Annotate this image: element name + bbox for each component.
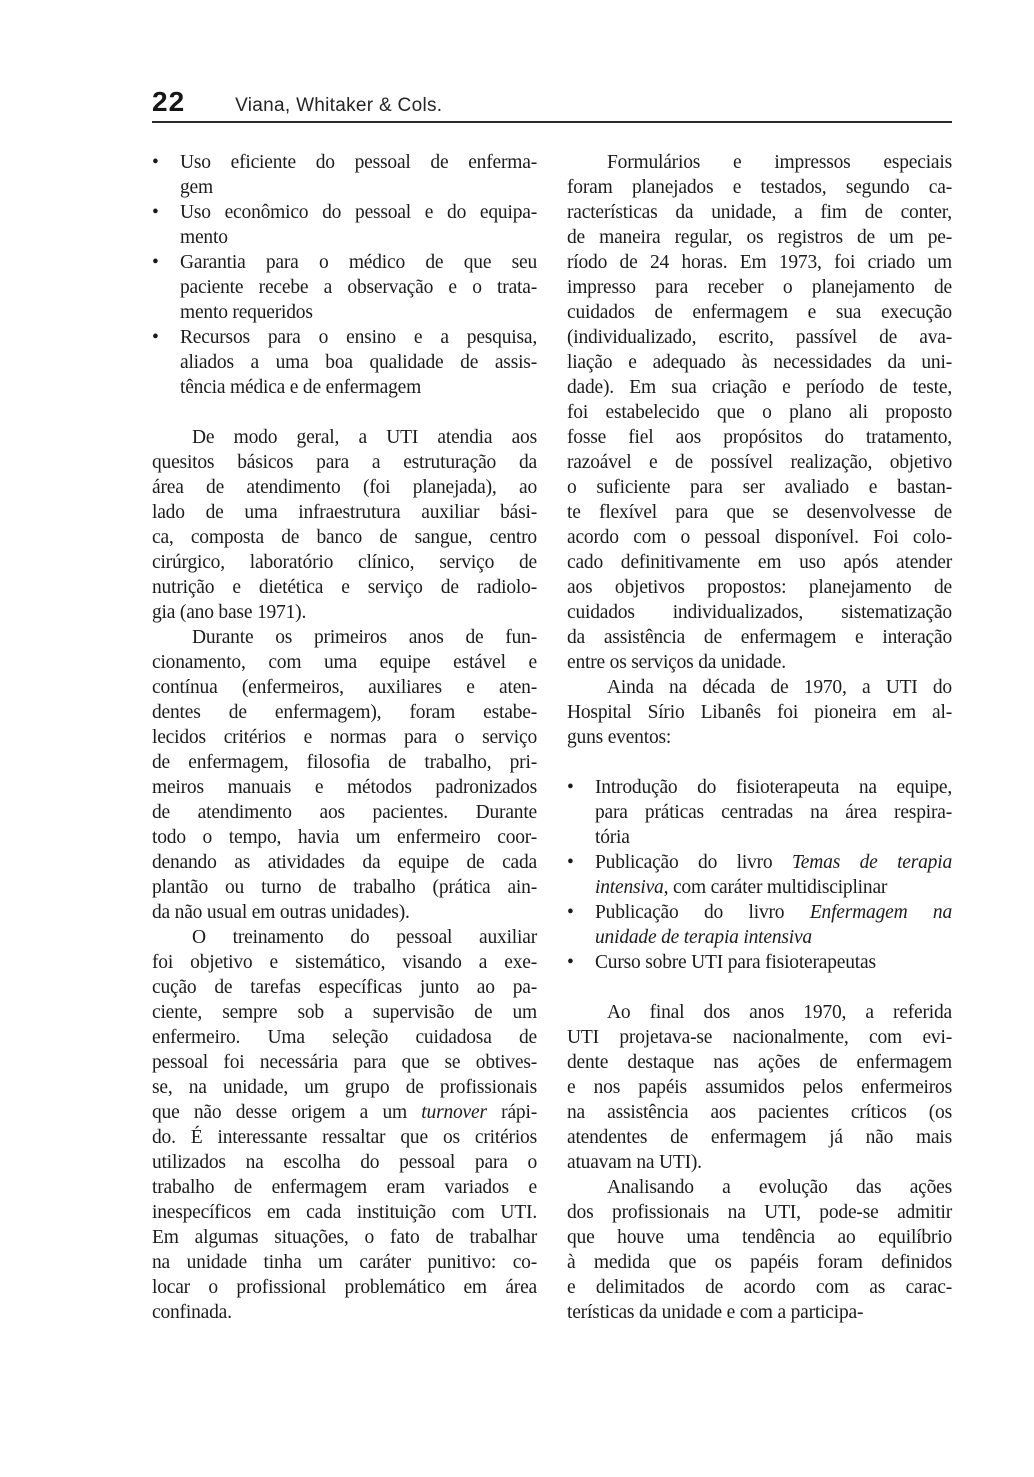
text-line: trabalho de enfermagem eram variados e xyxy=(152,1177,537,1198)
text-line: ríodo de 24 horas. Em 1973, foi criado um xyxy=(567,252,952,273)
text-line: cuidados de enfermagem e sua execução xyxy=(567,302,952,323)
text-line: que não desse origem a um turnover rápi- xyxy=(152,1102,537,1123)
text-line: paciente recebe a observação e o trata- xyxy=(180,277,537,298)
bullet-icon: • xyxy=(152,252,159,273)
text-line: de enfermagem, filosofia de trabalho, pri- xyxy=(152,752,537,773)
text-line: tória xyxy=(595,827,630,848)
text-line: plantão ou turno de trabalho (prática ain- xyxy=(152,877,537,898)
bullet-icon: • xyxy=(567,952,574,973)
text-line: inespecíficos em cada instituição com UTI. xyxy=(152,1202,537,1223)
text-line: lado de uma infraestrutura auxiliar bási- xyxy=(152,502,537,523)
list-item xyxy=(152,150,537,200)
text-line: dentes de enfermagem), foram estabe- xyxy=(152,702,537,723)
text-line: para práticas centradas na área respira- xyxy=(595,802,952,823)
text-line: se, na unidade, um grupo de profissionais xyxy=(152,1077,537,1098)
text-line: que houve uma tendência ao equilíbrio xyxy=(567,1227,952,1248)
paragraph xyxy=(567,675,952,750)
list-item-text xyxy=(180,250,537,325)
list-item-text xyxy=(180,150,537,200)
spacer xyxy=(152,400,537,425)
list-item xyxy=(567,900,952,950)
page-header xyxy=(152,86,952,118)
text-line: dente destaque nas ações de enfermagem xyxy=(567,1052,952,1073)
list-item-text xyxy=(595,950,952,975)
list-item xyxy=(152,250,537,325)
text-line: guns eventos: xyxy=(567,727,672,748)
text-line: meiros manuais e métodos padronizados xyxy=(152,777,537,798)
text-line: e nos papéis assumidos pelos enfermeiros xyxy=(567,1077,952,1098)
text-line: Durante os primeiros anos de fun- xyxy=(192,627,537,648)
text-line: na assistência aos pacientes críticos (os xyxy=(567,1102,952,1123)
text-line: dos profissionais na UTI, pode-se admitir xyxy=(567,1202,952,1223)
text-line: de atendimento aos pacientes. Durante xyxy=(152,802,537,823)
text-line: enfermeiro. Uma seleção cuidadosa de xyxy=(152,1027,537,1048)
text-line: denando as atividades da equipe de cada xyxy=(152,852,537,873)
right-column xyxy=(567,150,952,1325)
text-line: cionamento, com uma equipe estável e xyxy=(152,652,537,673)
text-line: Garantia para o médico de que seu xyxy=(180,252,537,273)
text-line: impresso para receber o planejamento de xyxy=(567,277,952,298)
running-title: Viana, Whitaker & Cols. xyxy=(235,95,443,116)
left-column xyxy=(152,150,537,1325)
text-line: e delimitados de acordo com as carac- xyxy=(567,1277,952,1298)
text-line: do. É interessante ressaltar que os critérios xyxy=(152,1127,537,1148)
spacer xyxy=(567,750,952,775)
paragraph xyxy=(152,425,537,625)
text-line: cuidados individualizados, sistematização xyxy=(567,602,952,623)
text-line: da não usual em outras unidades). xyxy=(152,902,410,923)
text-line: ca, composta de banco de sangue, centro xyxy=(152,527,537,548)
bullet-icon: • xyxy=(152,202,159,223)
bullet-list xyxy=(567,775,952,975)
text-line: Publicação do livro Enfermagem na xyxy=(595,902,952,923)
text-line: quesitos básicos para a estruturação da xyxy=(152,452,537,473)
text-line: Analisando a evolução das ações xyxy=(607,1177,952,1198)
text-line: O treinamento do pessoal auxiliar xyxy=(192,927,537,948)
text-line: Introdução do fisioterapeuta na equipe, xyxy=(595,777,952,798)
spacer xyxy=(567,975,952,1000)
text-line: Curso sobre UTI para fisioterapeutas xyxy=(595,952,876,973)
list-item xyxy=(567,850,952,900)
bullet-icon: • xyxy=(152,152,159,173)
text-line: fosse fiel aos propósitos do tratamento, xyxy=(567,427,952,448)
text-line: Uso econômico do pessoal e do equipa- xyxy=(180,202,537,223)
paragraph xyxy=(567,1175,952,1325)
text-line: atuavam na UTI). xyxy=(567,1152,702,1173)
text-line: racterísticas da unidade, a fim de conter, xyxy=(567,202,952,223)
text-line: à medida que os papéis foram definidos xyxy=(567,1252,952,1273)
text-line: aos objetivos propostos: planejamento de xyxy=(567,577,952,598)
text-line: ciente, sempre sob a supervisão de um xyxy=(152,1002,537,1023)
text-line: liação e adequado às necessidades da uni- xyxy=(567,352,952,373)
text-line: razoável e de possível realização, objetivo xyxy=(567,452,952,473)
text-line: confinada. xyxy=(152,1302,232,1323)
paragraph xyxy=(567,1000,952,1175)
paragraph xyxy=(152,625,537,925)
bullet-icon: • xyxy=(567,902,574,923)
text-line: Ainda na década de 1970, a UTI do xyxy=(607,677,952,698)
text-line: foi estabelecido que o plano ali proposto xyxy=(567,402,952,423)
bullet-icon: • xyxy=(152,327,159,348)
text-line: na unidade tinha um caráter punitivo: co- xyxy=(152,1252,537,1273)
paragraph xyxy=(567,150,952,675)
text-line: foi objetivo e sistemático, visando a exe- xyxy=(152,952,537,973)
text-line: de maneira regular, os registros de um pe- xyxy=(567,227,952,248)
paragraph xyxy=(152,925,537,1325)
bullet-icon: • xyxy=(567,852,574,873)
list-item xyxy=(152,325,537,400)
text-line: nutrição e dietética e serviço de radiolo- xyxy=(152,577,537,598)
text-line: Recursos para o ensino e a pesquisa, xyxy=(180,327,537,348)
text-line: terísticas da unidade e com a participa- xyxy=(567,1302,864,1323)
text-line: acordo com o pessoal disponível. Foi colo- xyxy=(567,527,952,548)
list-item-text xyxy=(180,325,537,400)
text-line: locar o profissional problemático em área xyxy=(152,1277,537,1298)
text-line: te flexível para que se desenvolvesse de xyxy=(567,502,952,523)
text-line: Ao final dos anos 1970, a referida xyxy=(607,1002,952,1023)
list-item xyxy=(152,200,537,250)
text-line: Publicação do livro Temas de terapia xyxy=(595,852,952,873)
text-line: todo o tempo, havia um enfermeiro coor- xyxy=(152,827,537,848)
text-line: da assistência de enfermagem e interação xyxy=(567,627,952,648)
list-item xyxy=(567,775,952,850)
text-line: Formulários e impressos especiais xyxy=(607,152,952,173)
page-number: 22 xyxy=(152,86,186,117)
text-line: gem xyxy=(180,177,213,198)
text-line: De modo geral, a UTI atendia aos xyxy=(192,427,537,448)
text-line: cado definitivamente em uso após atender xyxy=(567,552,952,573)
text-line: área de atendimento (foi planejada), ao xyxy=(152,477,537,498)
text-line: mento xyxy=(180,227,228,248)
header-rule xyxy=(152,121,952,123)
text-line: Uso eficiente do pessoal de enferma- xyxy=(180,152,537,173)
bullet-list xyxy=(152,150,537,400)
text-line: mento requeridos xyxy=(180,302,313,323)
text-line: atendentes de enfermagem já não mais xyxy=(567,1127,952,1148)
text-line: entre os serviços da unidade. xyxy=(567,652,786,673)
text-line: foram planejados e testados, segundo ca- xyxy=(567,177,952,198)
text-line: intensiva, com caráter multidisciplinar xyxy=(595,877,888,898)
list-item xyxy=(567,950,952,975)
text-line: pessoal foi necessária para que se obtives- xyxy=(152,1052,537,1073)
text-line: unidade de terapia intensiva xyxy=(595,927,812,948)
text-line: Hospital Sírio Libanês foi pioneira em al- xyxy=(567,702,952,723)
text-line: aliados a uma boa qualidade de assis- xyxy=(180,352,537,373)
text-line: Em algumas situações, o fato de trabalhar xyxy=(152,1227,537,1248)
text-line: lecidos critérios e normas para o serviço xyxy=(152,727,537,748)
list-item-text xyxy=(595,775,952,850)
text-line: o suficiente para ser avaliado e bastan- xyxy=(567,477,952,498)
text-line: cução de tarefas específicas junto ao pa- xyxy=(152,977,537,998)
list-item-text xyxy=(180,200,537,250)
bullet-icon: • xyxy=(567,777,574,798)
text-line: contínua (enfermeiros, auxiliares e aten- xyxy=(152,677,537,698)
text-line: (individualizado, escrito, passível de ava- xyxy=(567,327,952,348)
text-line: tência médica e de enfermagem xyxy=(180,377,422,398)
text-line: cirúrgico, laboratório clínico, serviço de xyxy=(152,552,537,573)
text-line: gia (ano base 1971). xyxy=(152,602,307,623)
text-line: UTI projetava-se nacionalmente, com evi- xyxy=(567,1027,952,1048)
text-line: utilizados na escolha do pessoal para o xyxy=(152,1152,537,1173)
list-item-text xyxy=(595,850,952,900)
text-line: dade). Em sua criação e período de teste, xyxy=(567,377,952,398)
list-item-text xyxy=(595,900,952,950)
page-content xyxy=(152,150,952,1325)
